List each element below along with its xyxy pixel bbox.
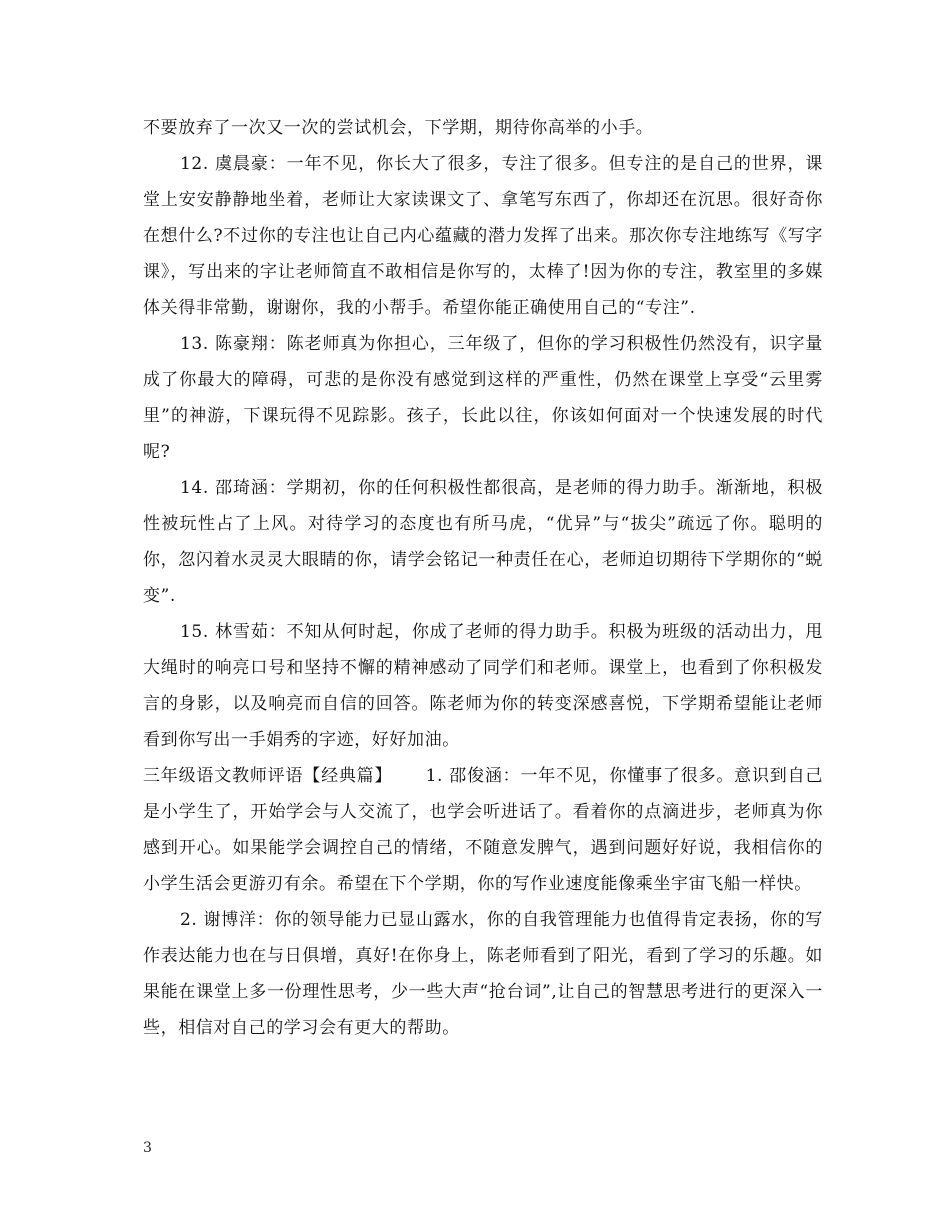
page-number: 3: [143, 1140, 152, 1156]
paragraph-comment-2: 2. 谢博洋：你的领导能力已显山露水，你的自我管理能力也值得肯定表扬，你的写作表达能力也在与日俱增，真好!在你身上，陈老师看到了阳光，看到了学习的乐趣。如果能在课堂上多一份理性思考，少一些大声“抢台词”,让自己的智慧思考进行的更深入一些，相信对自己的学习会有更大的帮助。: [143, 910, 823, 1038]
paragraph-comment-15: 15. 林雪茹：不知从何时起，你成了老师的得力助手。积极为班级的活动出力，甩大绳时的响亮口号和坚持不懈的精神感动了同学们和老师。课堂上，也看到了你积极发言的身影，以及响亮而自信的回答。陈老师为你的转变深感喜悦，下学期希望能让老师看到你写出一手娟秀的字迹，好好加油。: [143, 622, 823, 750]
paragraph-section-classic: 三年级语文教师评语【经典篇】 1. 邵俊涵：一年不见，你懂事了很多。意识到自己是小学生了，开始学会与人交流了，也学会听进话了。看着你的点滴进步，老师真为你感到开心。如果能学会调控自己的情绪，不随意发脾气，遇到问题好好说，我相信你的小学生活会更游刃有余。希望在下个学期，你的写作业速度能像乘坐宇宙飞船一样快。: [143, 766, 823, 894]
paragraph-comment-12: 12. 虞晨豪：一年不见，你长大了很多，专注了很多。但专注的是自己的世界，课堂上安安静静地坐着，老师让大家读课文了、拿笔写东西了，你却还在沉思。很好奇你在想什么?不过你的专注也让自己内心蕴藏的潜力发挥了出来。那次你专注地练写《写字课》，写出来的字让老师简直不敢相信是你写的，太棒了!因为你的专注，教室里的多媒体关得非常勤，谢谢你，我的小帮手。希望你能正确使用自己的“专注”.: [143, 154, 823, 318]
paragraph-comment-13: 13. 陈豪翔：陈老师真为你担心，三年级了，但你的学习积极性仍然没有，识字量成了你最大的障碍，可悲的是你没有感觉到这样的严重性，仍然在课堂上享受“云里雾里”的神游，下课玩得不见踪影。孩子，长此以往，你该如何面对一个快速发展的时代呢?: [143, 334, 823, 462]
document-body: [143, 110, 823, 1046]
paragraph-continuation: 不要放弃了一次又一次的尝试机会，下学期，期待你高举的小手。: [143, 118, 654, 138]
paragraph-comment-14: 14. 邵琦涵：学期初，你的任何积极性都很高，是老师的得力助手。渐渐地，积极性被玩性占了上风。对待学习的态度也有所马虎，“优异”与“拔尖”疏远了你。聪明的你，忽闪着水灵灵大眼睛的你，请学会铭记一种责任在心，老师迫切期待下学期你的“蜕变”.: [143, 478, 823, 606]
